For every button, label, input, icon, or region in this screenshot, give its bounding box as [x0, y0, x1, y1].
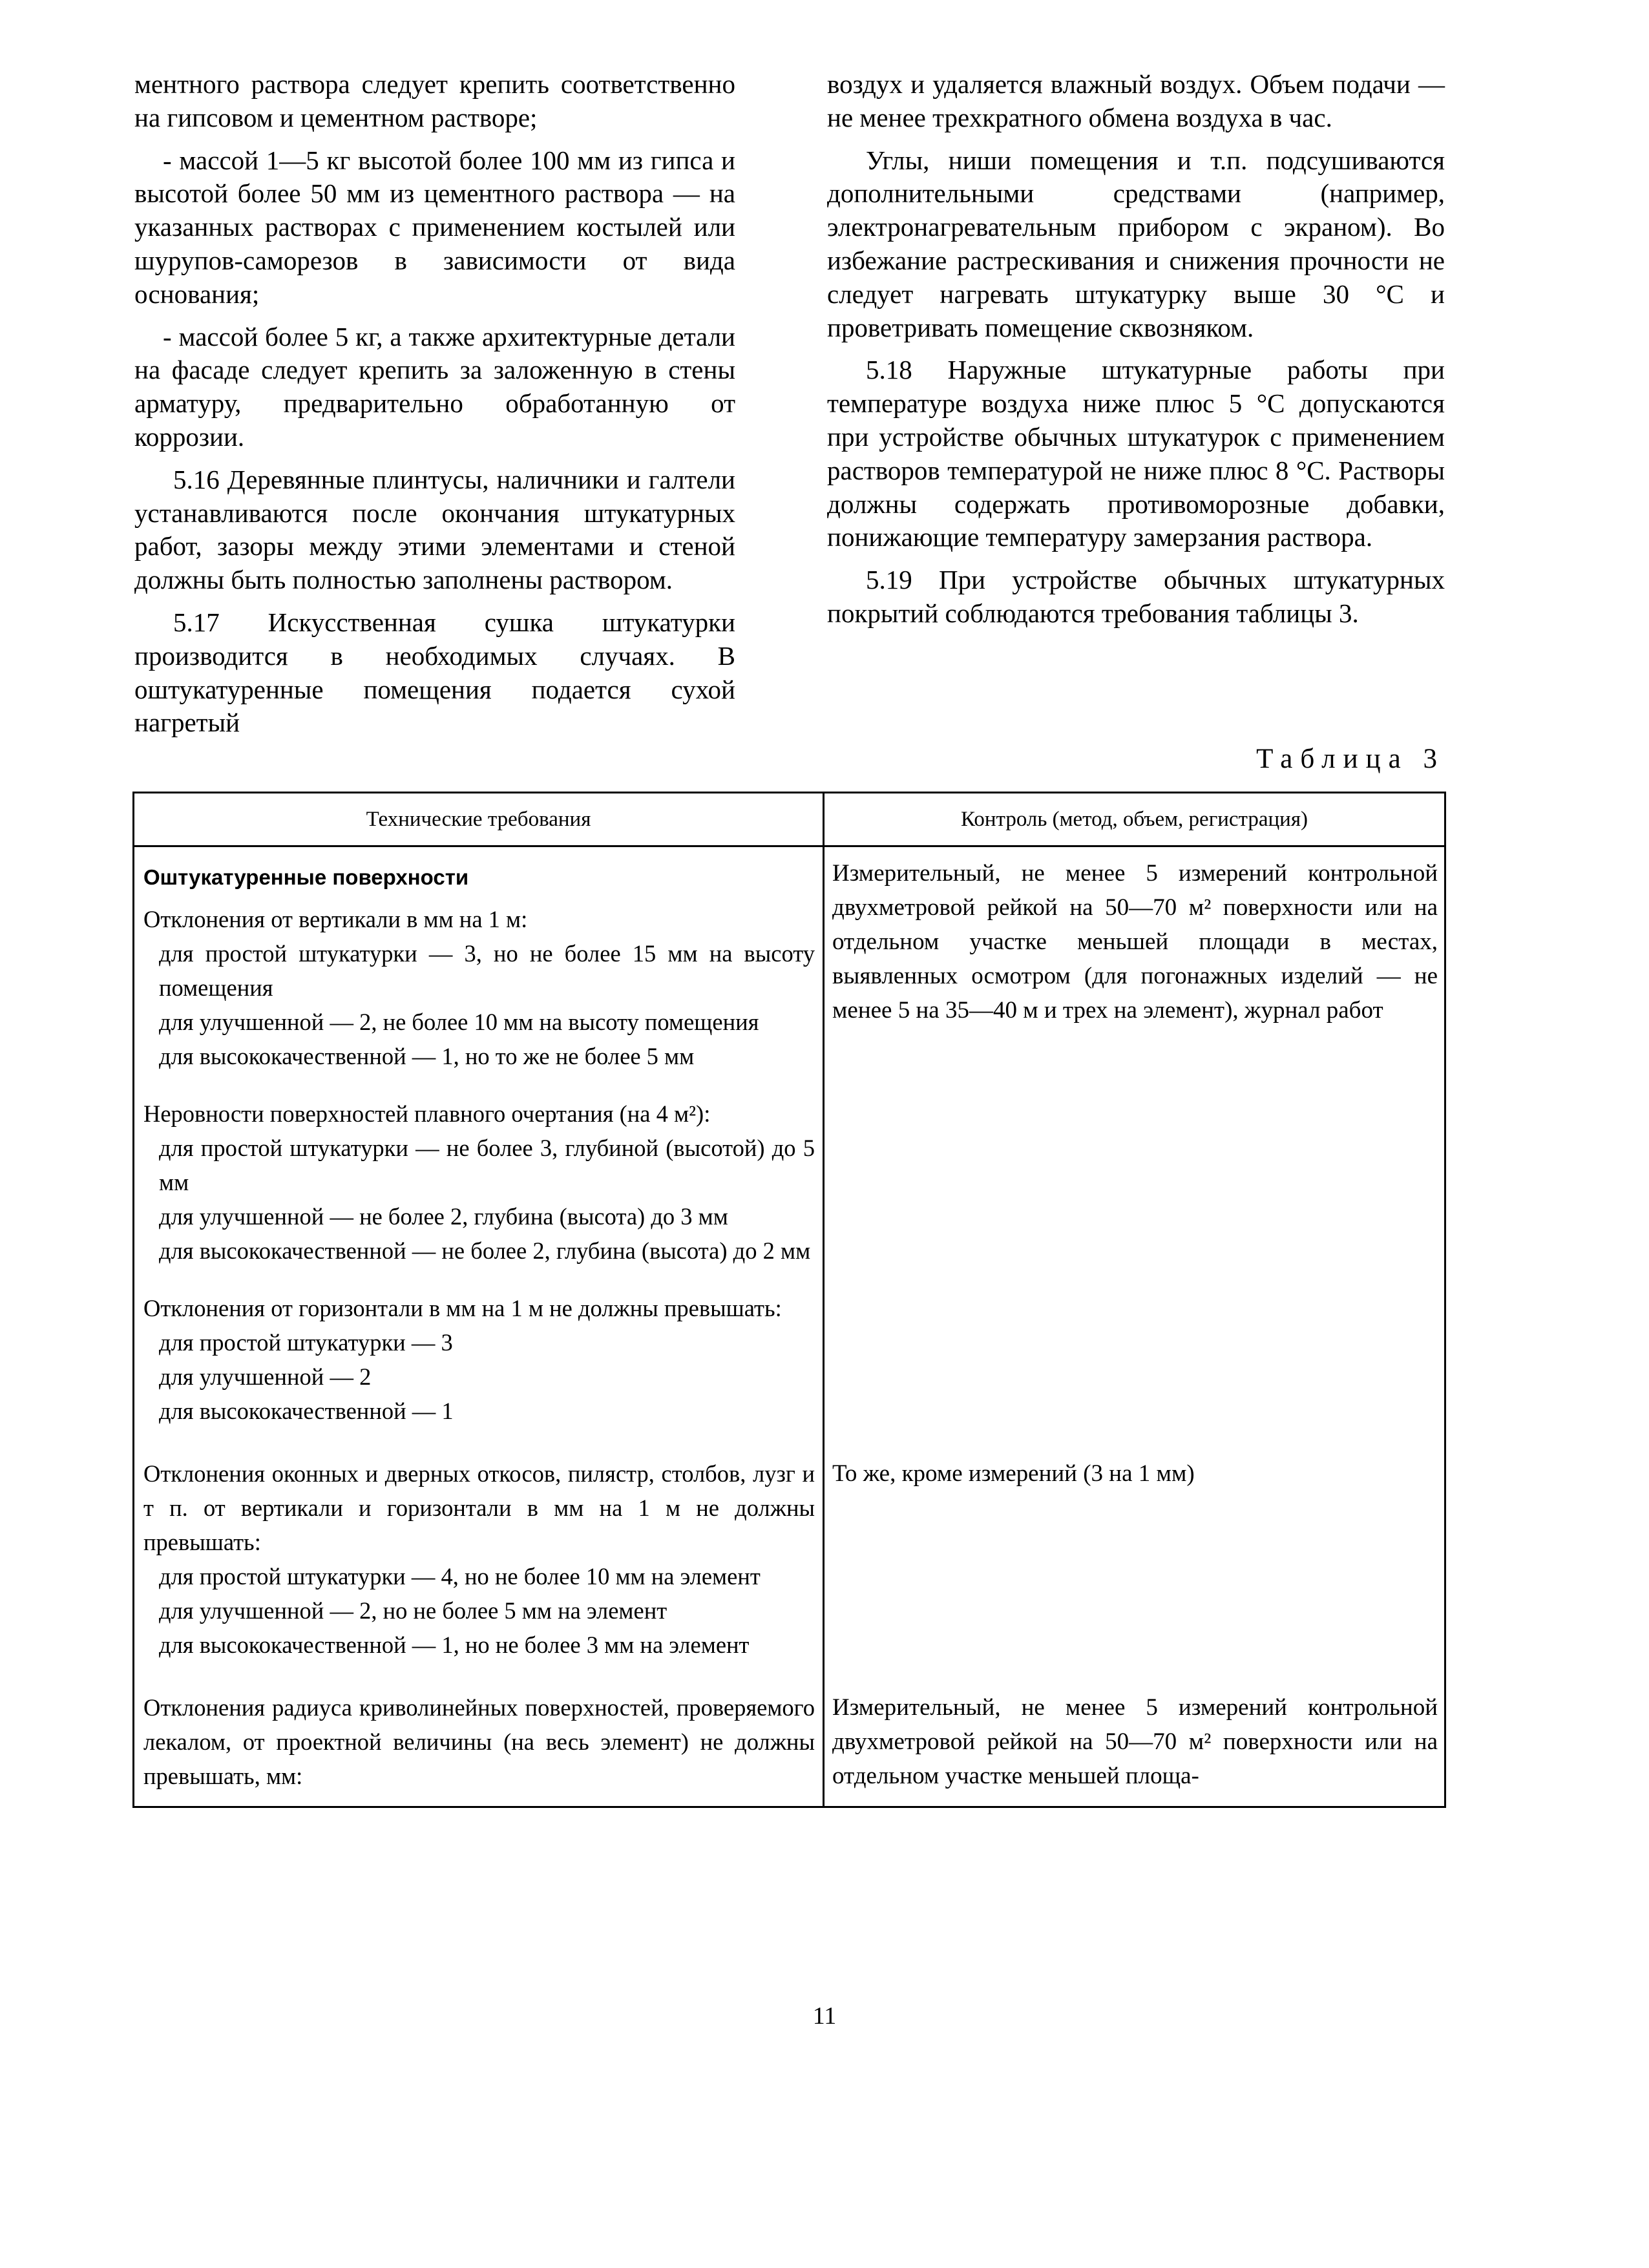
requirement-block — [143, 902, 815, 1073]
left-column — [134, 68, 735, 749]
requirement-heading: Отклонения оконных и дверных откосов, пилястр, столбов, лузг и т п. от вертикали и горизонтали в мм на 1 м не должны превышать: — [143, 1460, 815, 1555]
paragraph-5-18: 5.18 Наружные штукатурные работы при температуре воздуха ниже плюс 5 °С допускаются при устройстве обычных штукатурок с применением растворов температурой не ниже плюс 8 °С. Растворы должны содержать противоморозные добавки, понижающие температуру замерзания раствора. — [827, 355, 1445, 552]
control-text: Измерительный, не менее 5 измерений контрольной двухметровой рейкой на 50—70 м² поверхности или на отдельном участке меньшей площади в местах, выявленных осмотром (для погонажных изделий — не менее 5 на 35—40 м и трех на элемент), журнал работ — [832, 860, 1438, 1024]
cell-content — [134, 1451, 823, 1662]
requirement-item: для простой штукатурки — 3 — [159, 1329, 453, 1356]
requirements-cell — [134, 1685, 824, 1807]
paragraph-5-16: 5.16 Деревянные плинтусы, наличники и галтели устанавливаются после окончания штукатурных работ, зазоры между этими элементами и стеной должны быть полностью заполнены раствором. — [134, 464, 735, 595]
table-caption: Таблица 3 — [1256, 744, 1445, 774]
paragraph-5-17: 5.17 Искусственная сушка штукатурки производится в необходимых случаях. В оштукатуренные помещения подается сухой нагретый — [134, 607, 735, 738]
column-header-control: Контроль (метод, объем, регистрация) — [824, 793, 1445, 846]
requirement-block — [143, 1690, 815, 1793]
requirement-item: для высококачественной — 1 — [159, 1398, 454, 1424]
requirement-item: для простой штукатурки — не более 3, глубиной (высотой) до 5 мм — [159, 1135, 815, 1195]
requirement-item: для улучшенной — 2 — [159, 1363, 372, 1390]
requirement-item: для улучшенной — не более 2, глубина (высота) до 3 мм — [159, 1203, 728, 1230]
paragraph: ментного раствора следует крепить соответственно на гипсовом и цементном растворе; — [134, 69, 735, 132]
body-text — [134, 68, 1445, 738]
requirements-table — [132, 792, 1446, 1808]
control-cell — [824, 1451, 1445, 1685]
page-number: 11 — [812, 2002, 837, 2030]
requirement-item: для высококачественной — 1, но не более 3 мм на элемент — [159, 1632, 750, 1658]
requirement-heading: Отклонения от горизонтали в мм на 1 м не должны превышать: — [143, 1295, 782, 1321]
requirement-block — [143, 1456, 815, 1662]
requirement-item: для улучшенной — 2, не более 10 мм на высоту помещения — [159, 1009, 759, 1035]
paragraph: воздух и удаляется влажный воздух. Объем подачи — не менее трехкратного обмена воздуха в час. — [827, 69, 1445, 132]
table-header-row — [134, 793, 1445, 846]
table-row — [134, 1685, 1445, 1807]
right-column — [827, 68, 1445, 640]
control-text: То же, кроме измерений (3 на 1 мм) — [832, 1460, 1195, 1487]
requirement-item: для простой штукатурки — 3, но не более 15 мм на высоту помещения — [159, 940, 815, 1001]
paragraph: - массой более 5 кг, а также архитектурные детали на фасаде следует крепить за заложенную в стены арматуру, предварительно обработанную от коррозии. — [134, 321, 735, 452]
requirement-block — [143, 1291, 815, 1428]
paragraph-5-19: 5.19 При устройстве обычных штукатурных покрытий соблюдаются требования таблицы 3. — [827, 565, 1445, 628]
control-cell — [824, 846, 1445, 1452]
requirement-item: для высококачественной — не более 2, глубина (высота) до 2 мм — [159, 1237, 811, 1264]
paragraph: - массой 1—5 кг высотой более 100 мм из гипса и высотой более 50 мм из цементного раствора — на указанных растворах с применением костылей или шурупов-саморезов в зависимости от вида основания; — [134, 145, 735, 309]
requirement-item: для простой штукатурки — 4, но не более 10 мм на элемент — [159, 1563, 761, 1590]
requirement-heading: Неровности поверхностей плавного очертания (на 4 м²): — [143, 1100, 711, 1127]
cell-content — [134, 1685, 823, 1793]
control-text: Измерительный, не менее 5 измерений контрольной двухметровой рейкой на 50—70 м² поверхности или на отдельном участке меньшей площа- — [832, 1694, 1438, 1789]
requirement-item: для высококачественной — 1, но то же не более 5 мм — [159, 1043, 695, 1069]
control-cell — [824, 1685, 1445, 1807]
requirement-item: для улучшенной — 2, но не более 5 мм на элемент — [159, 1597, 667, 1624]
paragraph: Углы, ниши помещения и т.п. подсушиваются дополнительными средствами (например, электронагревательным прибором с экраном). Во избежание растрескивания и снижения прочности не следует нагревать штукатурку выше 30 °С и проветривать помещение сквозняком. — [827, 145, 1445, 342]
requirement-heading: Отклонения от вертикали в мм на 1 м: — [143, 906, 528, 932]
requirements-cell — [134, 1451, 824, 1685]
requirement-heading: Отклонения радиуса криволинейных поверхностей, проверяемого лекалом, от проектной величины (на весь элемент) не должны превышать, мм: — [143, 1694, 815, 1789]
requirements-cell — [134, 846, 824, 1452]
requirement-block — [143, 1097, 815, 1268]
table-row — [134, 1451, 1445, 1685]
cell-content — [134, 847, 823, 1428]
column-header-requirements: Технические требования — [134, 793, 824, 846]
table-row — [134, 846, 1445, 1452]
section-title: Оштукатуренные поверхности — [143, 865, 469, 889]
